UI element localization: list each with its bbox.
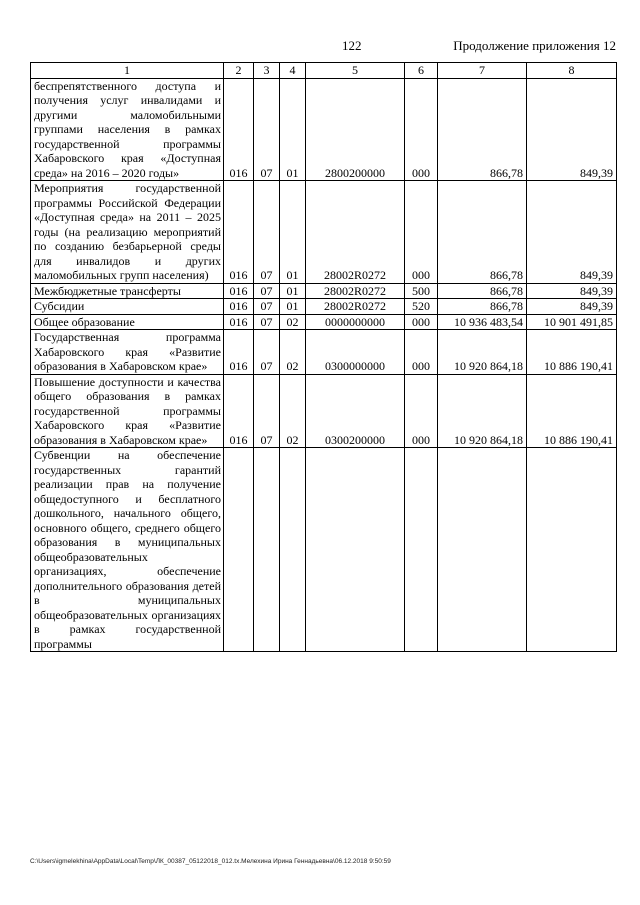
cell-subsection: 01 bbox=[280, 299, 306, 315]
column-header: 6 bbox=[405, 63, 438, 79]
cell-amount-1: 10 920 864,18 bbox=[438, 374, 527, 448]
cell-amount-1: 866,78 bbox=[438, 78, 527, 181]
cell-amount-2 bbox=[527, 448, 617, 652]
row-name: беспрепятственного доступа и получения услуг инвалидами и другими маломобильными группами населения в рамках государственной программы Хабаровского края «Доступная среда» на 2016 – 2020 годы» bbox=[31, 78, 224, 181]
cell-expense-type: 000 bbox=[405, 78, 438, 181]
cell-expense-type: 000 bbox=[405, 314, 438, 330]
cell-subsection: 02 bbox=[280, 330, 306, 375]
row-name: Мероприятия государственной программы Российской Федерации «Доступная среда» на 2011 – 2025 годы (на реализацию мероприятий по созданию безбарьерной среды для инвалидов и других маломобильных групп населения) bbox=[31, 181, 224, 284]
cell-target-article: 0300200000 bbox=[306, 374, 405, 448]
cell-target-article: 28002R0272 bbox=[306, 299, 405, 315]
column-header-row bbox=[31, 63, 617, 79]
cell-amount-1: 866,78 bbox=[438, 283, 527, 299]
cell-ministry-code: 016 bbox=[224, 374, 254, 448]
row-name: Межбюджетные трансферты bbox=[31, 283, 224, 299]
cell-expense-type: 520 bbox=[405, 299, 438, 315]
cell-ministry-code: 016 bbox=[224, 78, 254, 181]
cell-amount-2: 10 901 491,85 bbox=[527, 314, 617, 330]
column-header: 4 bbox=[280, 63, 306, 79]
cell-ministry-code: 016 bbox=[224, 299, 254, 315]
table-row bbox=[31, 330, 617, 375]
cell-section: 07 bbox=[254, 78, 280, 181]
cell-amount-1 bbox=[438, 448, 527, 652]
cell-expense-type: 000 bbox=[405, 374, 438, 448]
cell-ministry-code bbox=[224, 448, 254, 652]
table-row bbox=[31, 78, 617, 181]
column-header: 1 bbox=[31, 63, 224, 79]
page-header bbox=[0, 38, 640, 58]
cell-target-article: 0300000000 bbox=[306, 330, 405, 375]
cell-expense-type: 000 bbox=[405, 330, 438, 375]
cell-expense-type: 000 bbox=[405, 181, 438, 284]
cell-section: 07 bbox=[254, 283, 280, 299]
page-number: 122 bbox=[342, 38, 362, 53]
row-name: Государственная программа Хабаровского края «Развитие образования в Хабаровском крае» bbox=[31, 330, 224, 375]
cell-ministry-code: 016 bbox=[224, 181, 254, 284]
cell-amount-1: 10 936 483,54 bbox=[438, 314, 527, 330]
cell-subsection: 01 bbox=[280, 78, 306, 181]
cell-ministry-code: 016 bbox=[224, 330, 254, 375]
cell-amount-1: 866,78 bbox=[438, 299, 527, 315]
row-name: Субсидии bbox=[31, 299, 224, 315]
row-name: Общее образование bbox=[31, 314, 224, 330]
cell-expense-type bbox=[405, 448, 438, 652]
cell-subsection: 02 bbox=[280, 374, 306, 448]
table-row bbox=[31, 181, 617, 284]
cell-amount-1: 10 920 864,18 bbox=[438, 330, 527, 375]
column-header: 3 bbox=[254, 63, 280, 79]
budget-table bbox=[30, 62, 617, 652]
table-row bbox=[31, 448, 617, 652]
column-header: 7 bbox=[438, 63, 527, 79]
cell-amount-2: 849,39 bbox=[527, 181, 617, 284]
cell-amount-2: 10 886 190,41 bbox=[527, 330, 617, 375]
cell-ministry-code: 016 bbox=[224, 314, 254, 330]
cell-target-article: 28002R0272 bbox=[306, 283, 405, 299]
column-header: 2 bbox=[224, 63, 254, 79]
cell-section: 07 bbox=[254, 299, 280, 315]
cell-amount-2: 10 886 190,41 bbox=[527, 374, 617, 448]
file-path-footer: C:\Users\igmelekhina\AppData\Local\Temp\ЛК_00387_05122018_012.tx.Мелехина Ирина Геннадьевна\06.12.2018 9:50:59 bbox=[30, 858, 391, 865]
cell-amount-2: 849,39 bbox=[527, 283, 617, 299]
cell-subsection: 01 bbox=[280, 283, 306, 299]
column-header: 8 bbox=[527, 63, 617, 79]
cell-section: 07 bbox=[254, 314, 280, 330]
cell-expense-type: 500 bbox=[405, 283, 438, 299]
row-name: Субвенции на обеспечение государственных гарантий реализации прав на получение общедоступного и бесплатного дошкольного, начального общего, основного общего, среднего общего образования в муниципальных общеобразовательных организациях, обеспечение дополнительного образования детей в муниципальных общеобразовательных организациях в рамках государственной программы bbox=[31, 448, 224, 652]
cell-section: 07 bbox=[254, 330, 280, 375]
row-name: Повышение доступности и качества общего образования в рамках государственной программы Хабаровского края «Развитие образования в Хабаровском крае» bbox=[31, 374, 224, 448]
cell-amount-1: 866,78 bbox=[438, 181, 527, 284]
cell-amount-2: 849,39 bbox=[527, 299, 617, 315]
table-row bbox=[31, 283, 617, 299]
cell-target-article bbox=[306, 448, 405, 652]
cell-subsection: 02 bbox=[280, 314, 306, 330]
cell-target-article: 2800200000 bbox=[306, 78, 405, 181]
column-header: 5 bbox=[306, 63, 405, 79]
table-row bbox=[31, 374, 617, 448]
cell-target-article: 0000000000 bbox=[306, 314, 405, 330]
cell-subsection: 01 bbox=[280, 181, 306, 284]
cell-target-article: 28002R0272 bbox=[306, 181, 405, 284]
cell-section bbox=[254, 448, 280, 652]
cell-section: 07 bbox=[254, 374, 280, 448]
table-row bbox=[31, 299, 617, 315]
cell-subsection bbox=[280, 448, 306, 652]
cell-ministry-code: 016 bbox=[224, 283, 254, 299]
cell-amount-2: 849,39 bbox=[527, 78, 617, 181]
continuation-label: Продолжение приложения 12 bbox=[453, 38, 616, 53]
table-row bbox=[31, 314, 617, 330]
cell-section: 07 bbox=[254, 181, 280, 284]
